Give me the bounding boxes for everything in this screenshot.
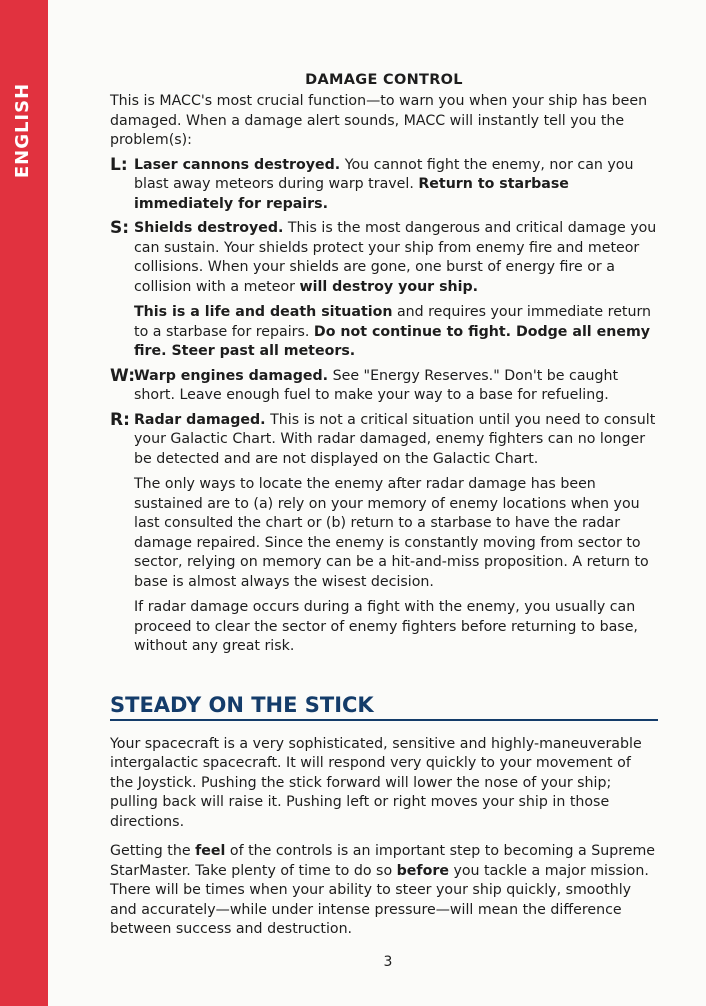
damage-control-intro: This is MACC's most crucial function—to warn you when your ship has been damaged. When a damage alert sounds, MACC will instantly tell you the problem(s): (110, 93, 648, 148)
section-heading-steady: STEADY ON THE STICK (110, 693, 658, 721)
page-content (110, 72, 658, 940)
damage-item-warp (110, 367, 658, 406)
side-tab-label: ENGLISH (12, 82, 34, 178)
radar-note-2: If radar damage occurs during a fight with the enemy, you usually can proceed to clear the sector of enemy fighters before returning to base, without any great risk. (134, 599, 638, 654)
steady-paragraph-2: Getting the feel of the controls is an important step to becoming a Supreme StarMaster. Take plenty of time to do so before you tackle a major mission. There will be times when your ability to steer your ship quickly, smoothly and accurately—while under intense pressure—will mean the difference between success and destruction. (110, 843, 656, 937)
damage-key: S: (110, 218, 130, 238)
damage-key: W: (110, 365, 136, 386)
radar-note-1: The only ways to locate the enemy after radar damage has been sustained are to (a) rely on your memory of enemy locations when you last consulted the chart or (b) return to a starbase to have the radar damage repaired. Since the enemy is constantly moving from sector to sector, relying on memory can be a hit-and-miss proposition. A return to base is almost always the wisest decision. (134, 476, 649, 590)
damage-description: Laser cannons destroyed. You cannot fight the enemy, nor can you blast away meteors during warp travel. Return to starbase immediately for repairs. (134, 156, 634, 212)
damage-key: R: (110, 409, 130, 430)
damage-description: Radar damaged. This is not a critical situation until you need to consult your Galactic Chart. With radar damaged, enemy fighters can no longer be detected and are not displayed on the Galactic Chart. (134, 411, 656, 467)
damage-item-laser (110, 156, 658, 215)
damage-control-title: DAMAGE CONTROL (305, 72, 463, 88)
damage-description: Shields destroyed. This is the most dangerous and critical damage you can sustain. Your shields protect your ship from enemy fire and meteor collisions. When your shields are gone, one burst of energy fire or a collision with a meteor will destroy your ship. (134, 220, 657, 295)
side-tab (12, 82, 34, 178)
damage-item-shields (110, 219, 658, 297)
damage-key: L: (110, 154, 128, 175)
page-number: 3 (383, 954, 393, 970)
damage-description: Warp engines damaged. See "Energy Reserves." Don't be caught short. Leave enough fuel to make your way to a base for refueling. (134, 367, 619, 403)
shields-warning: This is a life and death situation and requires your immediate return to a starbase for repairs. Do not continue to fight. Dodge all enemy fire. Steer past all meteors. (134, 304, 652, 359)
steady-paragraph-1: Your spacecraft is a very sophisticated, sensitive and highly-maneuverable intergalactic spacecraft. It will respond very quickly to your movement of the Joystick. Pushing the stick forward will lower the nose of your ship; pulling back will raise it. Pushing left or right moves your ship in those directions. (110, 735, 642, 830)
damage-item-radar (110, 411, 658, 470)
